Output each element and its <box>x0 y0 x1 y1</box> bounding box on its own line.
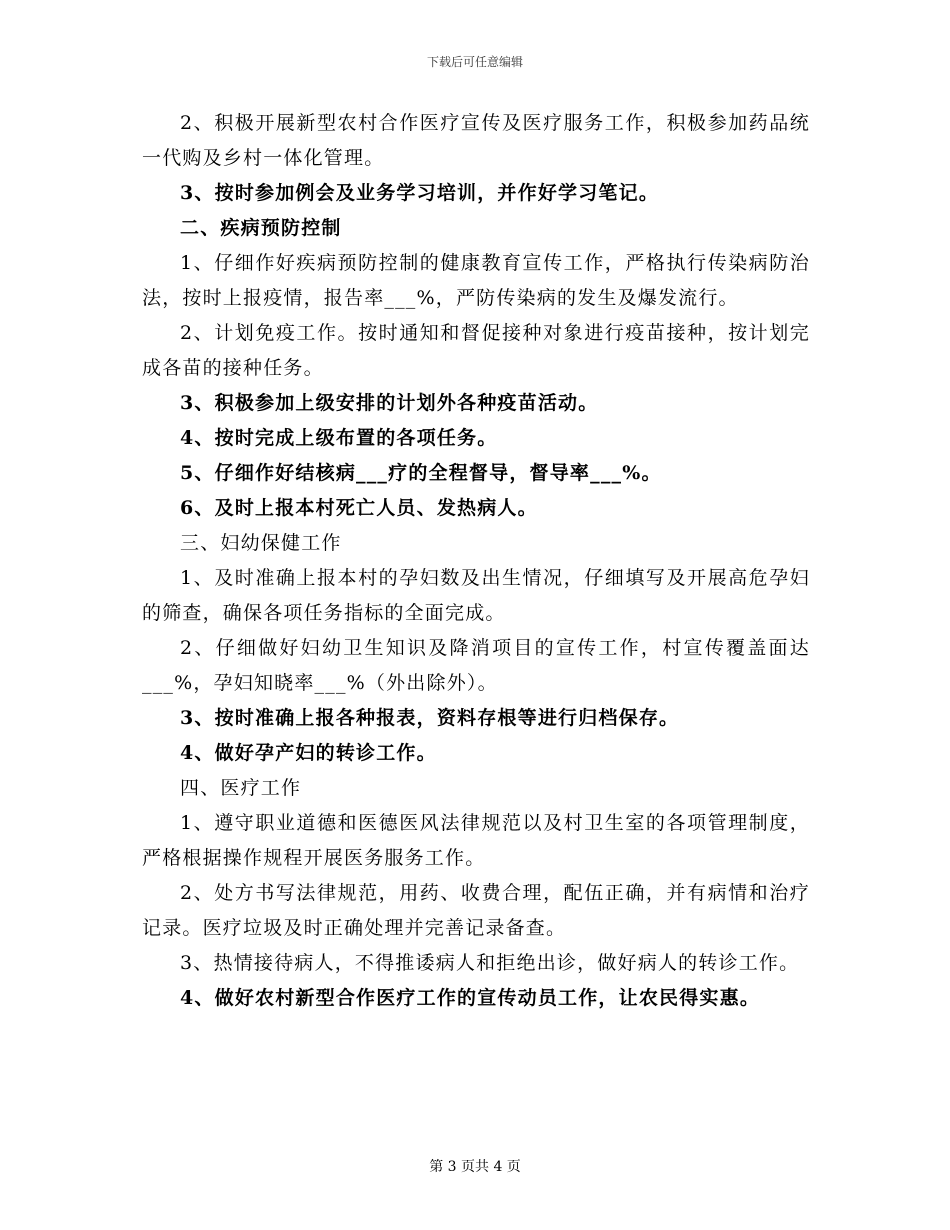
page-footer: 第 3 页共 4 页 <box>429 1159 521 1175</box>
paragraph: 2、处方书写法律规范，用药、收费合理，配伍正确，并有病情和治疗记录。医疗垃圾及时正确处理并完善记录备查。 <box>142 882 810 939</box>
paragraph: 2、仔细做好妇幼卫生知识及降消项目的宣传工作，村宣传覆盖面达___%，孕妇知晓率___%（外出除外）。 <box>142 637 810 694</box>
section-heading: 四、医疗工作 <box>180 777 302 799</box>
paragraph: 5、仔细作好结核病___疗的全程督导，督导率___%。 <box>180 462 662 484</box>
section-heading: 三、妇幼保健工作 <box>180 532 342 554</box>
paragraph: 1、仔细作好疾病预防控制的健康教育宣传工作，严格执行传染病防治法，按时上报疫情，报告率___%，严防传染病的发生及爆发流行。 <box>142 252 810 309</box>
section-heading: 二、疾病预防控制 <box>180 217 342 239</box>
page-header: 下载后可任意编辑 <box>426 55 523 69</box>
paragraph: 1、遵守职业道德和医德医风法律规范以及村卫生室的各项管理制度，严格根据操作规程开展医务服务工作。 <box>142 812 810 869</box>
document-body <box>142 106 810 1016</box>
paragraph: 4、做好农村新型合作医疗工作的宣传动员工作，让农民得实惠。 <box>180 987 761 1009</box>
paragraph: 4、做好孕产妇的转诊工作。 <box>180 742 437 764</box>
paragraph: 2、积极开展新型农村合作医疗宣传及医疗服务工作，积极参加药品统一代购及乡村一体化管理。 <box>142 112 810 169</box>
paragraph: 3、按时参加例会及业务学习培训，并作好学习笔记。 <box>180 182 660 204</box>
paragraph: 1、及时准确上报本村的孕妇数及出生情况，仔细填写及开展高危孕妇的筛查，确保各项任务指标的全面完成。 <box>142 567 810 624</box>
paragraph: 3、积极参加上级安排的计划外各种疫苗活动。 <box>180 392 599 414</box>
paragraph: 6、及时上报本村死亡人员、发热病人。 <box>180 497 538 519</box>
paragraph: 2、计划免疫工作。按时通知和督促接种对象进行疫苗接种，按计划完成各苗的接种任务。 <box>142 322 810 379</box>
paragraph: 3、热情接待病人，不得推诿病人和拒绝出诊，做好病人的转诊工作。 <box>180 952 800 974</box>
paragraph: 3、按时准确上报各种报表，资料存根等进行归档保存。 <box>180 707 680 729</box>
paragraph: 4、按时完成上级布置的各项任务。 <box>180 427 498 449</box>
